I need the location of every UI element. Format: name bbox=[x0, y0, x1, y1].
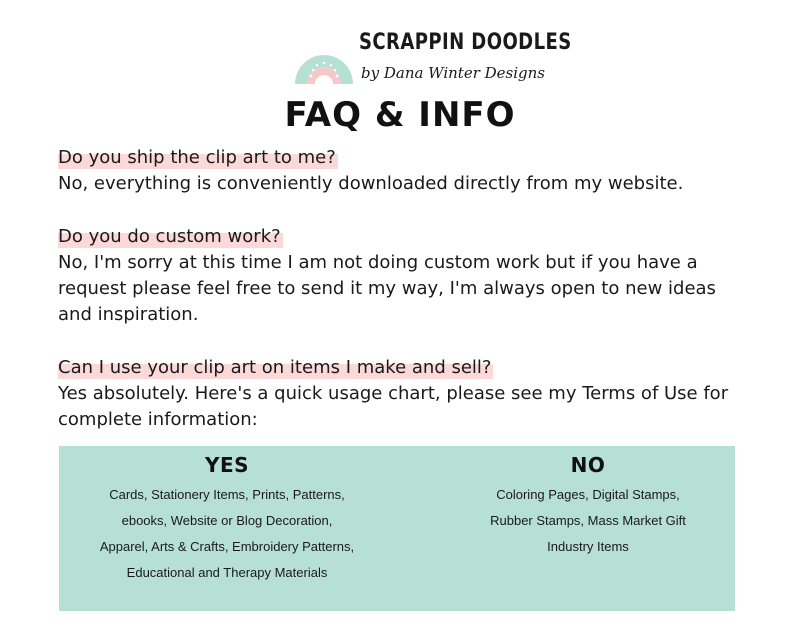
header bbox=[0, 26, 800, 90]
page-title: FAQ & INFO bbox=[284, 95, 516, 135]
faq-item bbox=[58, 145, 738, 197]
brand-tagline: by Dana Winter Designs bbox=[361, 64, 545, 82]
faq-question: Can I use your clip art on items I make and sell? bbox=[58, 355, 493, 381]
faq-item bbox=[58, 224, 738, 328]
faq-answer: No, everything is conveniently downloaded directly from my website. bbox=[58, 173, 684, 194]
usage-yes-heading: YES bbox=[204, 453, 250, 477]
faq-question: Do you do custom work? bbox=[58, 224, 283, 250]
usage-no-column bbox=[477, 452, 699, 560]
rainbow-icon bbox=[291, 30, 357, 86]
brand-name: SCRAPPIN DOODLES bbox=[359, 30, 572, 55]
faq-answer: No, I'm sorry at this time I am not doing custom work but if you have a request please feel free to send it my way, I'm always open to new ideas and inspiration. bbox=[58, 252, 716, 325]
faq-item bbox=[58, 355, 738, 433]
usage-no-items: Coloring Pages, Digital Stamps, Rubber Stamps, Mass Market Gift Industry Items bbox=[490, 487, 686, 554]
usage-yes-items: Cards, Stationery Items, Prints, Patterns, ebooks, Website or Blog Decoration, Apparel, Arts & Crafts, Embroidery Patterns, Educational and Therapy Materials bbox=[99, 487, 355, 580]
usage-yes-column bbox=[99, 452, 355, 586]
faq-answer: Yes absolutely. Here's a quick usage chart, please see my Terms of Use for complete information: bbox=[58, 383, 729, 430]
usage-chart bbox=[59, 446, 735, 611]
faq-question: Do you ship the clip art to me? bbox=[58, 145, 338, 171]
usage-no-heading: NO bbox=[570, 453, 606, 477]
